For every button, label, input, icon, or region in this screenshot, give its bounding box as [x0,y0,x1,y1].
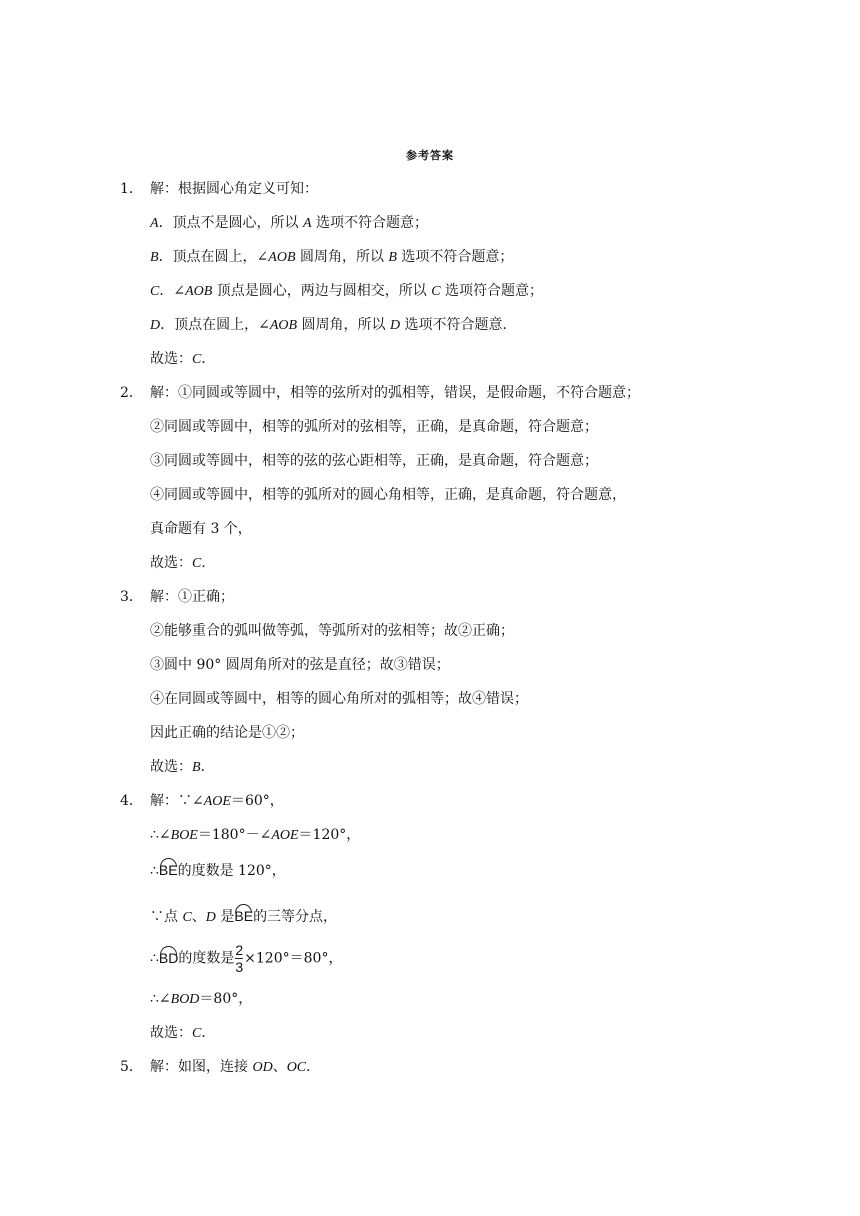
q1-option-d: D．顶点在圆上，∠AOB 圆周角，所以 D 选项不符合题意． [150,317,517,333]
q4-line-5: ∴BD的度数是 $\frac{2}{3}$ ×120°＝80°， [150,942,343,975]
q5-line-1: 解：如图，连接 OD、OC． [150,1059,321,1075]
q3-number: 3． [120,589,143,605]
q3-line-1: 解：①正确； [150,589,234,605]
q1-option-c: C．∠AOB 顶点是圆心，两边与圆相交，所以 C 选项符合题意； [150,283,543,299]
q4-line-3: ∴BE的度数是 120°， [150,857,286,881]
q2-line-4: ④同圆或等圆中，相等的弧所对的圆心角相等，正确，是真命题，符合题意， [150,487,626,503]
q1-answer: 故选：C． [150,351,216,367]
q4-number: 4． [120,793,143,809]
q1-line-1: 解：根据圆心角定义可知： [150,181,318,197]
q4-line-1: 解：∵∠AOE＝60°， [150,793,284,809]
q2-line-1: 解：①同圆或等圆中，相等的弦所对的弧相等，错误，是假命题，不符合题意； [150,385,640,401]
q2-number: 2． [120,385,143,401]
q1-option-b: B．顶点在圆上，∠AOB 圆周角，所以 B 选项不符合题意； [150,249,514,265]
q2-line-3: ③同圆或等圆中，相等的弦的弦心距相等，正确，是真命题，符合题意； [150,453,598,469]
q4-answer: 故选：C． [150,1025,216,1041]
arc-be: BE [159,857,178,877]
page-title: 参考答案 [406,149,454,162]
arc-bd: BD [159,945,178,965]
q2-line-2: ②同圆或等圆中，相等的弧所对的弦相等，正确，是真命题，符合题意； [150,419,598,435]
q3-line-4: ④在同圆或等圆中，相等的圆心角所对的弧相等；故④错误； [150,691,528,707]
q1-number: 1． [120,181,143,197]
q4-line-2: ∴∠BOE＝180°－∠AOE＝120°， [150,827,361,843]
q2-answer: 故选：C． [150,555,216,571]
q4-line-4: ∵点 C、D 是BE的三等分点， [150,903,337,928]
q2-line-5: 真命题有 3 个， [150,521,252,537]
q3-line-2: ②能够重合的弧叫做等弧，等弧所对的弦相等；故②正确； [150,623,514,639]
q3-line-5: 因此正确的结论是①②； [150,725,304,741]
q3-line-3: ③圆中 90° 圆周角所对的弦是直径；故③错误； [150,657,450,673]
q5-number: 5． [120,1059,143,1075]
q3-answer: 故选：B． [150,759,215,775]
arc-be-2: BE [234,903,253,923]
q1-option-a: A．顶点不是圆心，所以 A 选项不符合题意； [150,215,429,231]
q4-line-6: ∴∠BOD＝80°， [150,991,253,1007]
fraction-two-thirds: $\frac{2}{3}$ [235,942,244,975]
